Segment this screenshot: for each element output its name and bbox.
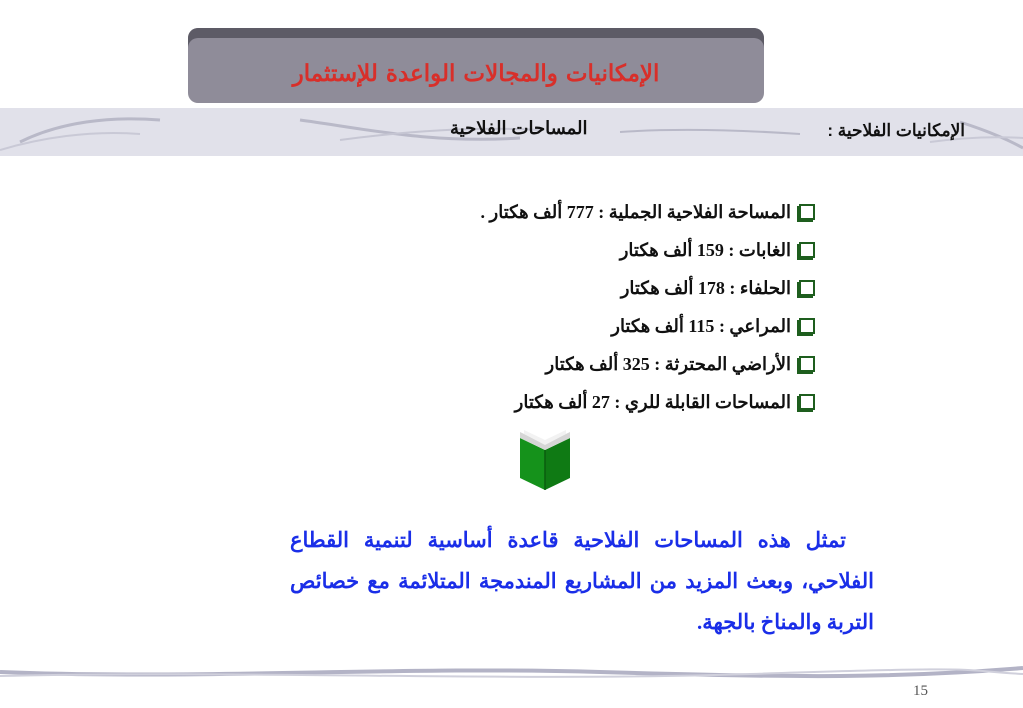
list-item-text: الحلفاء : 178 ألف هكتار: [620, 277, 791, 298]
checkbox-bullet-icon: [799, 204, 815, 220]
checkbox-bullet-icon: [799, 242, 815, 258]
list-item: [481, 231, 815, 269]
summary-paragraph: تمثل هذه المساحات الفلاحية قاعدة أساسية لتنمية القطاع الفلاحي، وبعث المزيد من المشاريع المندمجة المتلائمة مع خصائص التربة والمناخ بالجهة.: [290, 528, 874, 634]
page-number: 15: [913, 683, 928, 699]
green-book-icon: [516, 428, 574, 492]
list-item: [481, 193, 815, 231]
list-item-text: الغابات : 159 ألف هكتار: [619, 239, 791, 260]
list-item-text: المساحات القابلة للري : 27 ألف هكتار: [514, 391, 791, 412]
checkbox-bullet-icon: [799, 280, 815, 296]
title-box: [188, 28, 764, 103]
section-subtitle: المساحات الفلاحية: [450, 118, 588, 138]
section-band: [0, 108, 1023, 156]
list-item: [481, 383, 815, 421]
footer-wave-decoration: [0, 658, 1023, 684]
slide-title: الإمكانيات والمجالات الواعدة للإستثمار: [292, 60, 660, 87]
list-item-text: المراعي : 115 ألف هكتار: [611, 315, 791, 336]
checkbox-bullet-icon: [799, 318, 815, 334]
list-item: [481, 345, 815, 383]
checkbox-bullet-icon: [799, 356, 815, 372]
list-item-text: الأراضي المحترثة : 325 ألف هكتار: [545, 353, 791, 374]
bullet-list: [481, 193, 815, 421]
list-item: [481, 307, 815, 345]
section-label: الإمكانيات الفلاحية :: [827, 121, 965, 140]
list-item: [481, 269, 815, 307]
checkbox-bullet-icon: [799, 394, 815, 410]
list-item-text: المساحة الفلاحية الجملية : 777 ألف هكتار .: [480, 201, 791, 222]
